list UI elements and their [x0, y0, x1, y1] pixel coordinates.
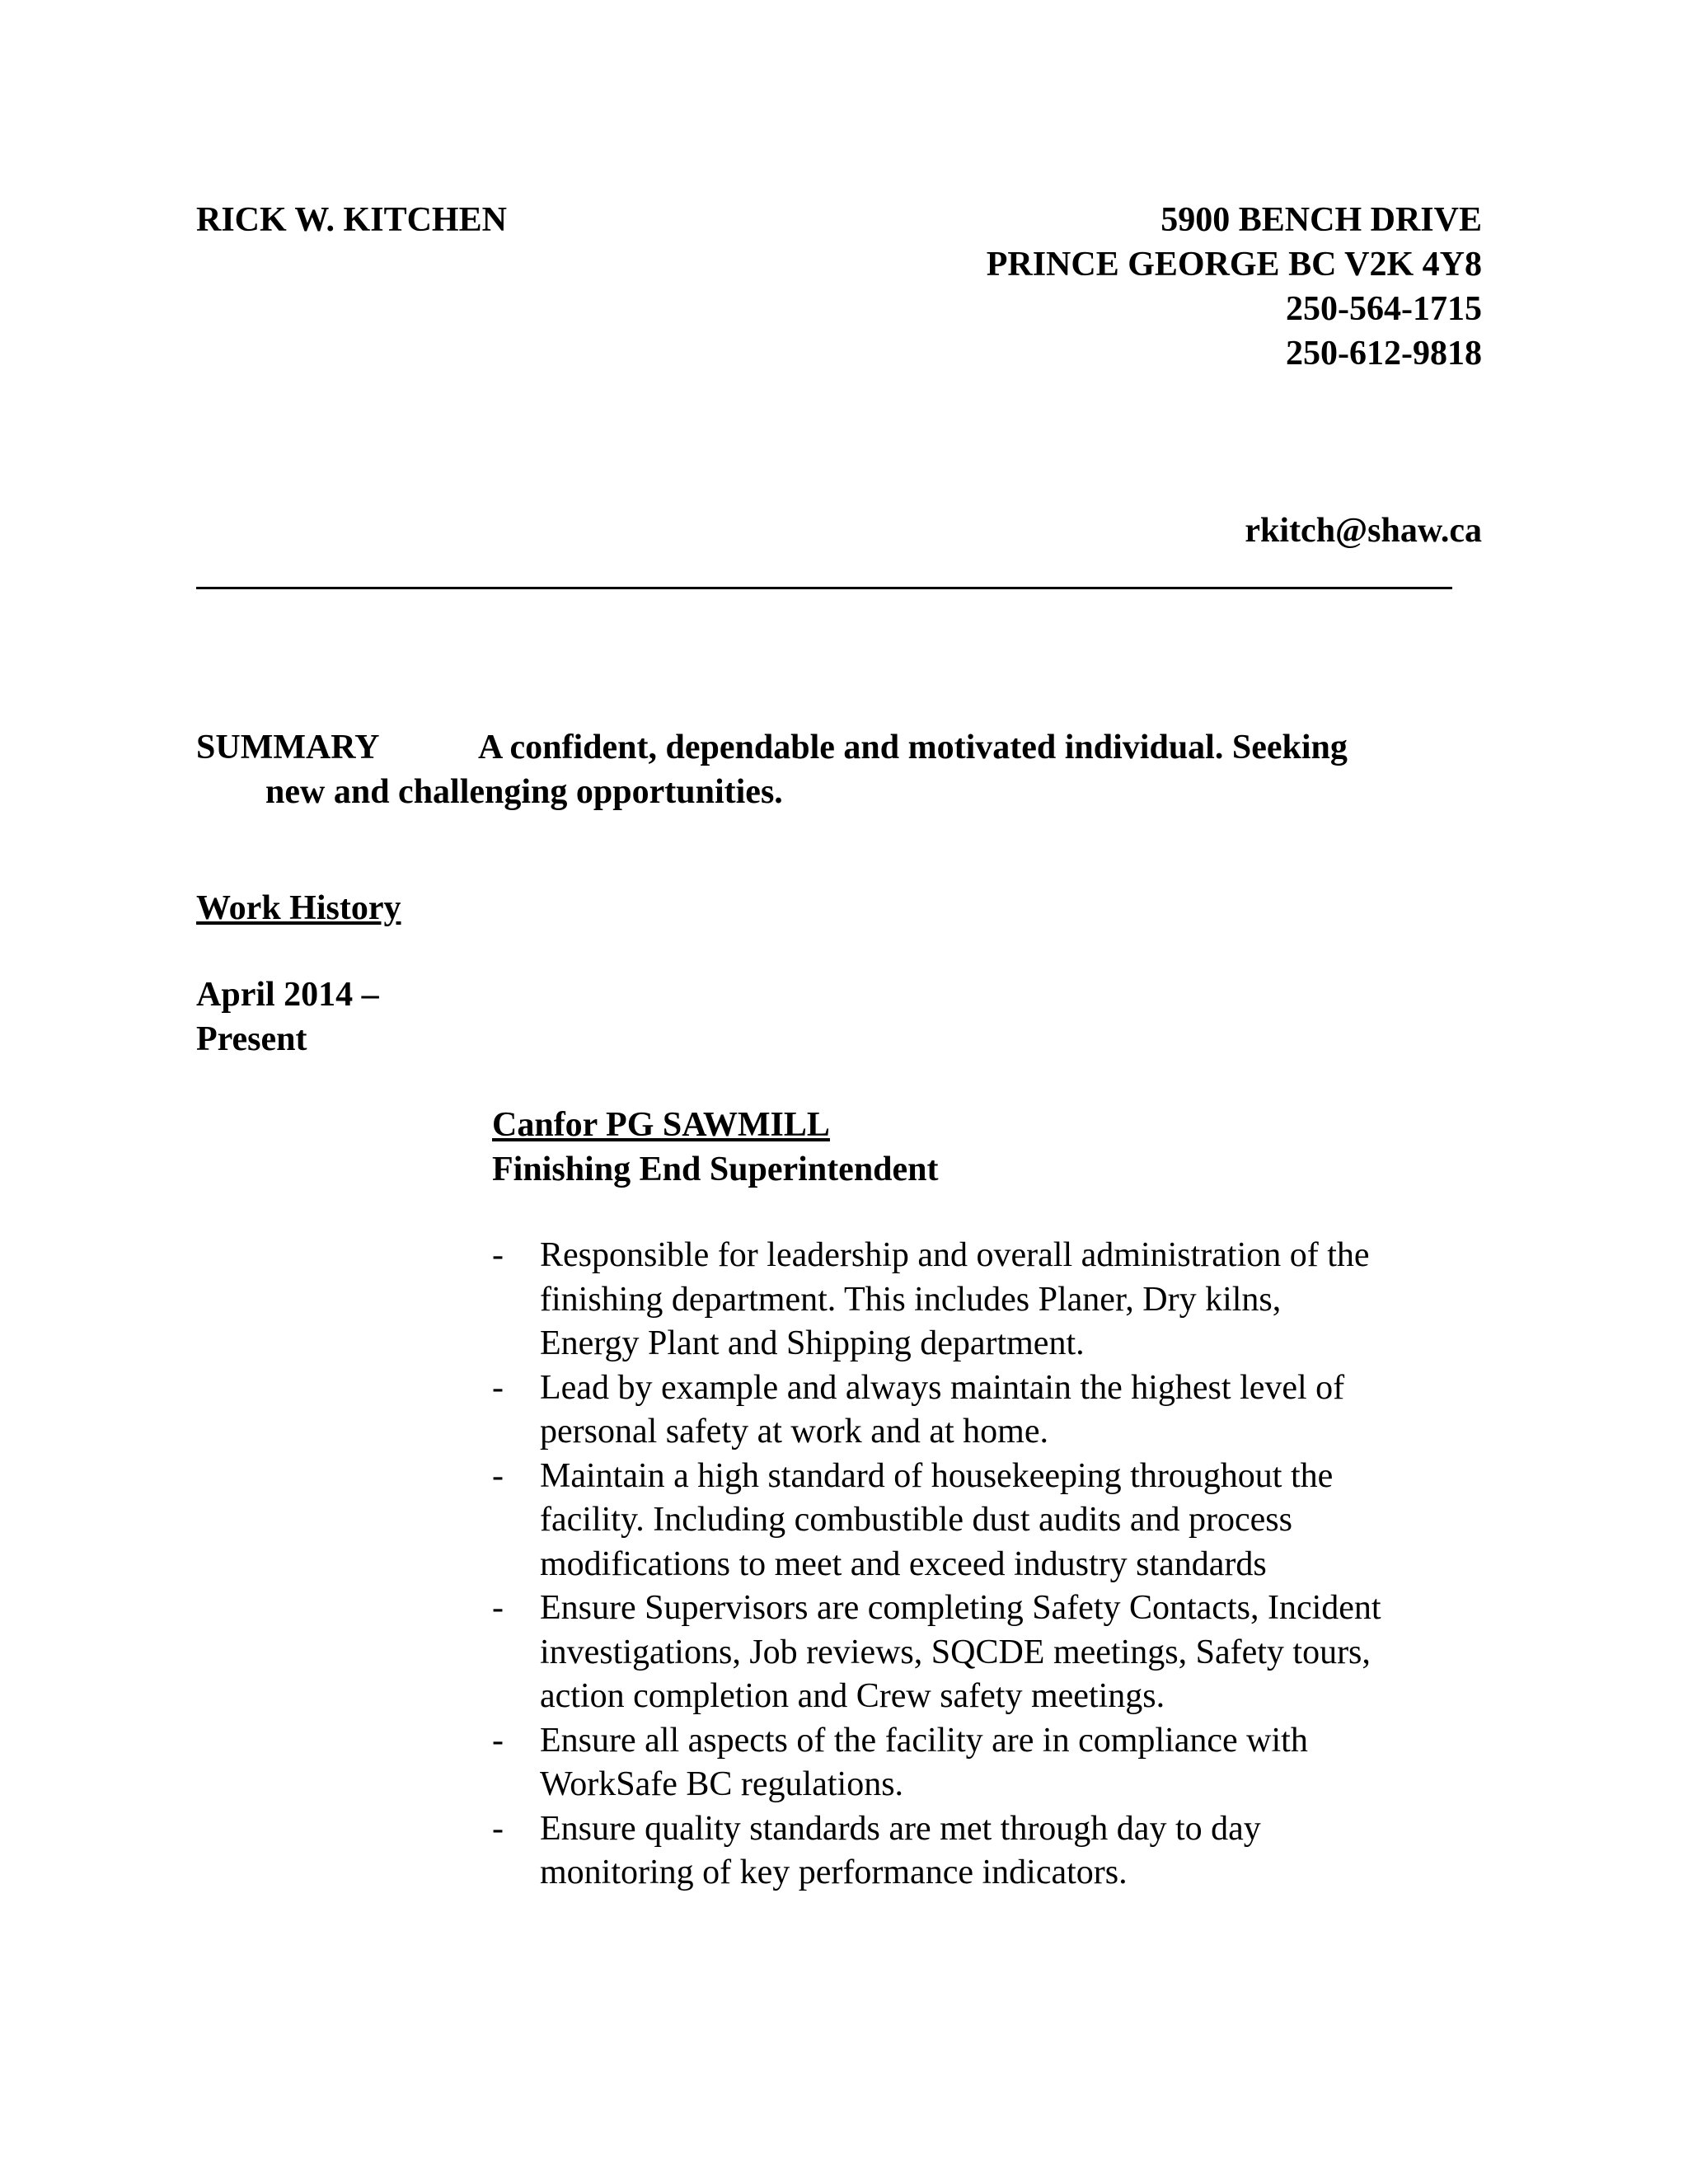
responsibility-text-line: monitoring of key performance indicators. [540, 1854, 1128, 1891]
responsibility-text-line: Lead by example and always maintain the highest level of [540, 1368, 1345, 1407]
header-divider [196, 587, 1452, 589]
responsibility-text-line: Ensure Supervisors are completing Safety Contacts, Incident [540, 1589, 1381, 1627]
bullet-marker: - [492, 1236, 504, 1274]
job-responsibilities-list [492, 1234, 1481, 1896]
responsibility-text-line: Ensure all aspects of the facility are in compliance with [540, 1721, 1308, 1760]
phone-primary: 250-564-1715 [1286, 290, 1482, 328]
responsibility-item [492, 1455, 1481, 1587]
responsibility-text-line: modifications to meet and exceed industry standards [540, 1544, 1267, 1583]
summary-section [196, 725, 1474, 814]
responsibility-text-line: WorkSafe BC regulations. [540, 1765, 904, 1803]
address-street: 5900 BENCH DRIVE [1160, 201, 1482, 239]
responsibility-item [492, 1586, 1481, 1719]
responsibility-text-line: facility. Including combustible dust audits and process [540, 1501, 1292, 1539]
responsibility-item [492, 1366, 1481, 1455]
responsibility-item [492, 1234, 1481, 1366]
job-date-end: Present [196, 1020, 307, 1058]
responsibility-text-line: Energy Plant and Shipping department. [540, 1324, 1085, 1362]
bullet-marker: - [492, 1589, 504, 1627]
phone-secondary: 250-612-9818 [1286, 335, 1482, 373]
contact-address-block [987, 198, 1482, 376]
applicant-name: RICK W. KITCHEN [196, 201, 507, 239]
bullet-marker: - [492, 1456, 504, 1495]
responsibility-text-line: Maintain a high standard of housekeeping throughout the [540, 1456, 1334, 1495]
summary-text-line-1: A confident, dependable and motivated individual. Seeking [478, 729, 1348, 766]
responsibility-text-line: personal safety at work and at home. [540, 1413, 1048, 1451]
job-title: Finishing End Superintendent [492, 1151, 939, 1188]
summary-label: SUMMARY [196, 729, 380, 766]
responsibility-text-line: investigations, Job reviews, SQCDE meetings, Safety tours, [540, 1633, 1371, 1671]
address-city: PRINCE GEORGE BC V2K 4Y8 [986, 246, 1482, 284]
responsibility-item [492, 1719, 1481, 1807]
responsibility-text-line: Responsible for leadership and overall administration of the [540, 1236, 1370, 1274]
bullet-marker: - [492, 1809, 504, 1848]
job-date-start: April 2014 – [196, 976, 379, 1014]
bullet-marker: - [492, 1368, 504, 1407]
job-dates [196, 972, 379, 1062]
email-address: rkitch@shaw.ca [1245, 512, 1482, 550]
work-history-heading: Work History [196, 889, 401, 927]
job-company: Canfor PG SAWMILL [492, 1106, 830, 1144]
responsibility-text-line: finishing department. This includes Planer, Dry kilns, [540, 1280, 1282, 1319]
responsibility-item [492, 1807, 1481, 1896]
responsibility-text-line: action completion and Crew safety meetings. [540, 1677, 1165, 1715]
bullet-marker: - [492, 1721, 504, 1760]
summary-text-line-2: new and challenging opportunities. [265, 773, 783, 811]
responsibility-text-line: Ensure quality standards are met through day to day [540, 1809, 1261, 1848]
